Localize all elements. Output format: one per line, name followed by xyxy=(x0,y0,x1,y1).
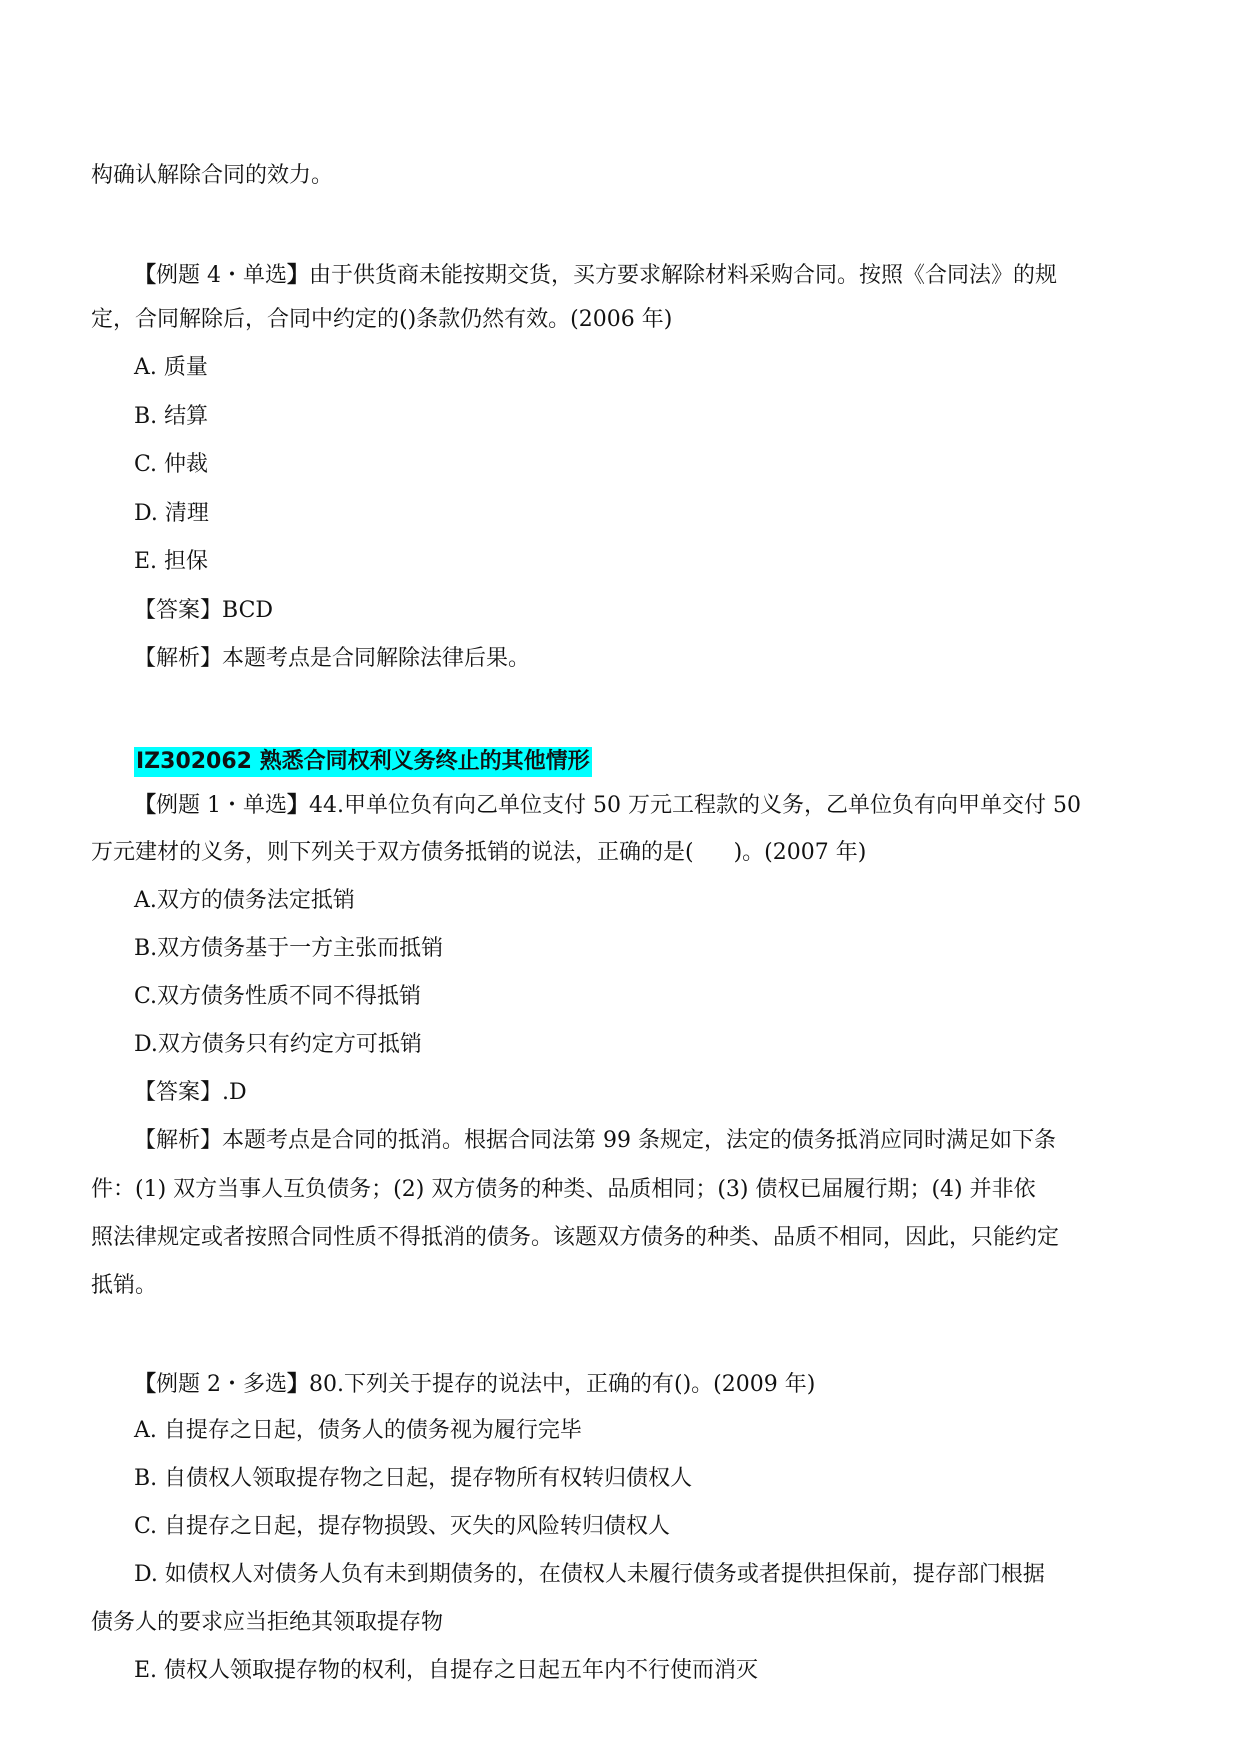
q1-bracket-open: 【 xyxy=(134,792,157,818)
q4-option-e: E. 担保 xyxy=(134,549,209,574)
q1-stem-text-2b: )。(2007 年) xyxy=(733,840,867,865)
q4-stem-line-2: 定，合同解除后，合同中约定的()条款仍然有效。(2006 年) xyxy=(91,307,673,332)
q1-option-c: C.双方债务性质不同不得抵销 xyxy=(134,984,422,1009)
q1-stem-line-1 xyxy=(134,790,1101,821)
q4-option-a: A. 质量 xyxy=(134,355,208,380)
q1-analysis-line-1: 【解析】本题考点是合同的抵消。根据合同法第 99 条规定，法定的债务抵消应同时满足如下条 xyxy=(134,1128,1056,1153)
q2-option-e: E. 债权人领取提存物的权利，自提存之日起五年内不行使而消灭 xyxy=(134,1658,759,1683)
q1-analysis-line-3: 照法律规定或者按照合同性质不得抵消的债务。该题双方债务的种类、品质不相同，因此，只能约定 xyxy=(91,1225,1060,1250)
q1-tag: 例题 1・单选 xyxy=(156,793,288,818)
q2-bracket-close: 】 xyxy=(287,1371,310,1397)
q4-analysis: 【解析】本题考点是合同解除法律后果。 xyxy=(134,646,531,671)
q4-option-c: C. 仲裁 xyxy=(134,452,209,477)
q2-bracket-open: 【 xyxy=(134,1371,157,1397)
q1-option-d: D.双方债务只有约定方可抵销 xyxy=(134,1032,422,1057)
q4-bracket-open: 【 xyxy=(134,262,157,288)
q2-option-d: D. 如债权人对债务人负有未到期债务的，在债权人未履行债务或者提供担保前，提存部门根据 xyxy=(134,1562,1045,1587)
q4-stem-text: 由于供货商未能按期交货，买方要求解除材料采购合同。按照《合同法》的规 xyxy=(309,263,1058,288)
q1-stem-text-2a: 万元建材的义务，则下列关于双方债务抵销的说法，正确的是( xyxy=(91,840,694,865)
q1-bracket-close: 】 xyxy=(287,792,310,818)
q4-bracket-close: 】 xyxy=(287,262,310,288)
q1-stem-line-2 xyxy=(91,838,1101,868)
paragraph-tail: 构确认解除合同的效力。 xyxy=(91,163,334,188)
section-heading: IZ302062 熟悉合同权利义务终止的其他情形 xyxy=(134,747,592,777)
q4-stem-line-1 xyxy=(134,260,1101,291)
q1-analysis-line-2: 件：(1) 双方当事人互负债务；(2) 双方债务的种类、品质相同；(3) 债权已届履行期；(4) 并非依 xyxy=(91,1177,1036,1202)
q2-tag: 例题 2・多选 xyxy=(156,1372,288,1397)
q2-option-c: C. 自提存之日起，提存物损毁、灭失的风险转归债权人 xyxy=(134,1514,671,1539)
q4-tag: 例题 4・单选 xyxy=(156,263,288,288)
q4-option-b: B. 结算 xyxy=(134,404,209,429)
q1-analysis-line-4: 抵销。 xyxy=(91,1273,158,1298)
q1-option-b: B.双方债务基于一方主张而抵销 xyxy=(134,936,444,961)
q2-stem xyxy=(134,1369,1144,1400)
q1-option-a: A.双方的债务法定抵销 xyxy=(134,888,355,913)
q2-option-d-continued: 债务人的要求应当拒绝其领取提存物 xyxy=(91,1610,444,1635)
q1-stem-text: 44.甲单位负有向乙单位支付 50 万元工程款的义务，乙单位负有向甲单交付 50 xyxy=(309,793,1081,818)
q2-option-a: A. 自提存之日起，债务人的债务视为履行完毕 xyxy=(134,1418,582,1443)
q4-option-d: D. 清理 xyxy=(134,501,209,526)
q4-answer: 【答案】BCD xyxy=(134,598,274,623)
q2-stem-text: 80.下列关于提存的说法中，正确的有()。(2009 年) xyxy=(309,1372,816,1397)
q2-option-b: B. 自债权人领取提存物之日起，提存物所有权转归债权人 xyxy=(134,1466,693,1491)
q1-answer: 【答案】.D xyxy=(134,1080,247,1105)
